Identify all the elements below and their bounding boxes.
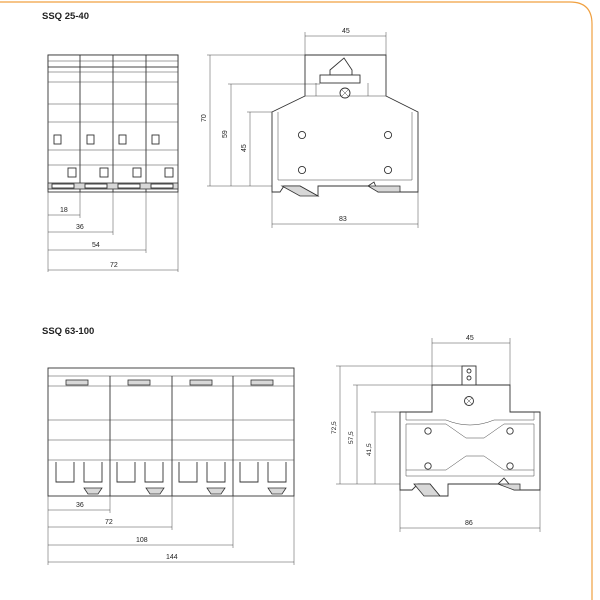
dim-top-side-83: 83 <box>339 216 347 223</box>
dim-bottom-side-575: 57,5 <box>348 431 355 444</box>
dim-bottom-side-725: 72,5 <box>331 421 338 434</box>
bottom-front-dimensions <box>48 496 294 565</box>
bottom-front-view <box>48 368 294 496</box>
top-front-dimensions <box>48 192 178 272</box>
top-section-title: SSQ 25-40 <box>42 11 89 22</box>
dim-bottom-side-86: 86 <box>465 520 473 527</box>
dim-bottom-72: 72 <box>105 519 113 526</box>
dim-bottom-side-415: 41,5 <box>366 443 373 456</box>
dim-top-54: 54 <box>92 242 100 249</box>
dim-top-72: 72 <box>110 262 118 269</box>
dim-top-side-59: 59 <box>222 130 229 138</box>
top-front-view <box>48 55 178 192</box>
dim-top-side-70: 70 <box>201 114 208 122</box>
dim-top-36: 36 <box>76 224 84 231</box>
dim-bottom-108: 108 <box>136 537 148 544</box>
top-side-view <box>272 55 418 196</box>
dim-bottom-144: 144 <box>166 554 178 561</box>
dim-top-18: 18 <box>60 207 68 214</box>
bottom-side-view <box>400 366 540 496</box>
bottom-section-title: SSQ 63-100 <box>42 326 95 337</box>
dim-top-side-45h: 45 <box>241 144 248 152</box>
dim-bottom-36: 36 <box>76 502 84 509</box>
dim-bottom-side-45: 45 <box>466 335 474 342</box>
dim-top-side-45: 45 <box>342 28 350 35</box>
